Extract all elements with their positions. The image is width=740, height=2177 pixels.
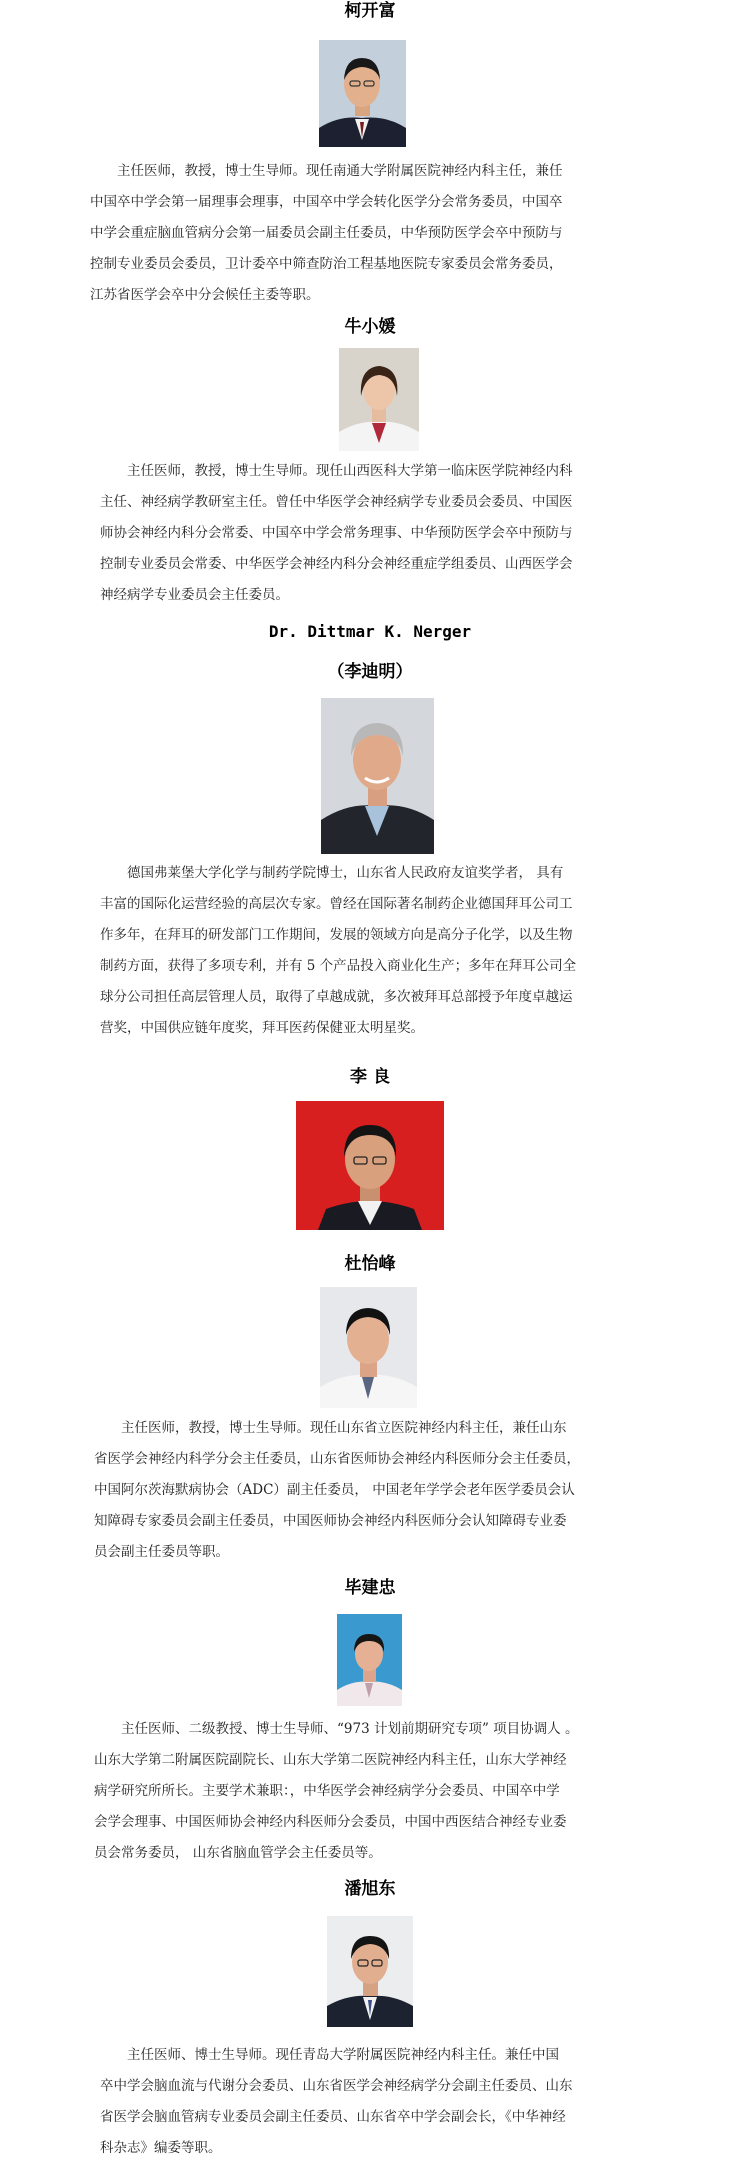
bio-line: 科杂志》编委等职。 <box>100 2140 222 2156</box>
bio-line: 主任医师，教授，博士生导师。现任南通大学附属医院神经内科主任，兼任 <box>117 163 563 179</box>
bio-line: 师协会神经内科分会常委、中国卒中学会常务理事、中华预防医学会卒中预防与 <box>100 525 573 541</box>
profile-name: 毕建忠 <box>344 1578 396 1598</box>
portrait-photo <box>319 40 406 147</box>
bio-line: 作多年，在拜耳的研发部门工作期间，发展的领域方向是高分子化学，以及生物 <box>100 927 573 943</box>
bio-line: 主任医师，教授，博士生导师。现任山西医科大学第一临床医学院神经内科 <box>127 463 573 479</box>
bio-line: 员会常务委员， 山东省脑血管学会主任委员等。 <box>94 1845 382 1861</box>
profile-name: Dr. Dittmar K. Nerger <box>268 622 472 641</box>
portrait-photo <box>337 1614 402 1706</box>
profile-name: 柯开富 <box>344 1 396 21</box>
profile-name: 李 良 <box>350 1067 390 1087</box>
profile-bio <box>90 156 650 311</box>
bio-line: 控制专业委员会常委、中华医学会神经内科分会神经重症学组委员、山西医学会 <box>100 556 573 572</box>
bio-line: 省医学会脑血管病专业委员会副主任委员、山东省卒中学会副会长，《中华神经 <box>100 2109 566 2125</box>
portrait-photo <box>320 1287 417 1408</box>
profile-name: 杜怡峰 <box>344 1254 396 1274</box>
bio-line: 卒中学会脑血流与代谢分会委员、山东省医学会神经病学分会副主任委员、山东 <box>100 2078 573 2094</box>
profile-bio <box>100 858 660 1044</box>
bio-line: 主任、神经病学教研室主任。曾任中华医学会神经病学专业委员会委员、中国医 <box>100 494 573 510</box>
bio-line: 主任医师、博士生导师。现任青岛大学附属医院神经内科主任。兼任中国 <box>127 2047 559 2063</box>
bio-line: 丰富的国际化运营经验的高层次专家。曾经在国际著名制药企业德国拜耳公司工 <box>100 896 573 912</box>
bio-line: 主任医师、二级教授、博士生导师、“973 计划前期研究专项” 项目协调人 。 <box>121 1721 579 1737</box>
bio-line: 江苏省医学会卒中分会候任主委等职。 <box>90 287 320 303</box>
bio-line: 员会副主任委员等职。 <box>94 1544 229 1560</box>
profile-bio <box>94 1413 654 1568</box>
profile-bio <box>100 456 660 611</box>
profile-bio <box>100 2040 660 2164</box>
bio-line: 病学研究所所长。主要学术兼职：，中华医学会神经病学分会委员、中国卒中学 <box>94 1783 560 1799</box>
bio-line: 营奖，中国供应链年度奖，拜耳医药保健亚太明星奖。 <box>100 1020 424 1036</box>
bio-line: 省医学会神经内科学分会主任委员，山东省医师协会神经内科医师分会主任委员， <box>94 1451 580 1467</box>
profile-name: 牛小媛 <box>344 317 396 337</box>
profile-name: 潘旭东 <box>344 1879 396 1899</box>
bio-line: 主任医师，教授，博士生导师。现任山东省立医院神经内科主任，兼任山东 <box>121 1420 567 1436</box>
bio-line: 制药方面，获得了多项专利，并有 5 个产品投入商业化生产；多年在拜耳公司全 <box>100 958 577 974</box>
bio-line: 神经病学专业委员会主任委员。 <box>100 587 289 603</box>
bio-line: 山东大学第二附属医院副院长、山东大学第二医院神经内科主任，山东大学神经 <box>94 1752 567 1768</box>
profile-bio <box>94 1714 654 1869</box>
profile-name-chinese: （李迪明） <box>327 662 413 682</box>
bio-line: 控制专业委员会委员，卫计委卒中筛查防治工程基地医院专家委员会常务委员， <box>90 256 563 272</box>
portrait-photo <box>339 348 419 451</box>
bio-line: 中国卒中学会第一届理事会理事，中国卒中学会转化医学分会常务委员，中国卒 <box>90 194 563 210</box>
bio-line: 知障碍专家委员会副主任委员，中国医师协会神经内科医师分会认知障碍专业委 <box>94 1513 567 1529</box>
bio-line: 中国阿尔茨海默病协会（ADC）副主任委员， 中国老年学学会老年医学委员会认 <box>94 1482 575 1498</box>
portrait-photo <box>327 1916 413 2027</box>
bio-line: 球分公司担任高层管理人员，取得了卓越成就，多次被拜耳总部授予年度卓越运 <box>100 989 573 1005</box>
portrait-photo <box>296 1101 444 1230</box>
bio-line: 中学会重症脑血管病分会第一届委员会副主任委员，中华预防医学会卒中预防与 <box>90 225 563 241</box>
bio-line: 德国弗莱堡大学化学与制药学院博士，山东省人民政府友谊奖学者， 具有 <box>127 865 564 881</box>
bio-line: 会学会理事、中国医师协会神经内科医师分会委员，中国中西医结合神经专业委 <box>94 1814 567 1830</box>
portrait-photo <box>321 698 434 854</box>
